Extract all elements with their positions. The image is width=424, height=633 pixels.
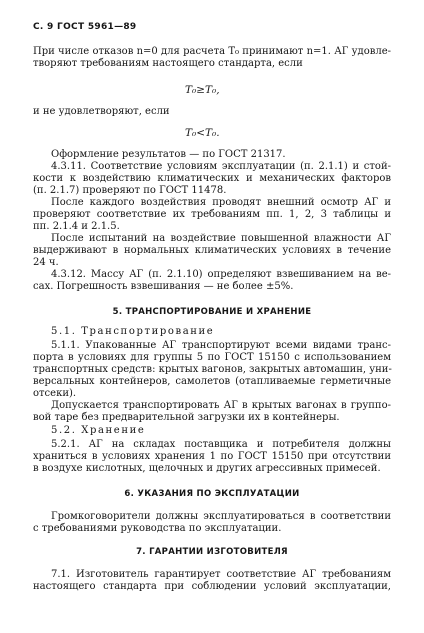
text-line: храниться в условиях хранения 1 по ГОСТ 15150 при отсутствии [33, 451, 391, 462]
text-line: При числе отказов n=0 для расчета T₀ принимают n=1. АГ удовле- [33, 46, 391, 57]
subsection-heading: 5.2. Хранение [51, 425, 146, 436]
formula: T₀≥T₀, [185, 84, 220, 96]
text-line: 4.3.11. Соответствие условиям эксплуатации (п. 2.1.1) и стой- [51, 161, 391, 172]
text-line: 5.2.1. АГ на складах поставщика и потребителя должны [51, 439, 391, 450]
text-line: сах. Погрешность взвешивания — не более ±5%. [33, 281, 294, 292]
text-line: 7.1. Изготовитель гарантирует соответствие АГ требованиям [51, 569, 391, 580]
text-line: После каждого воздействия проводят внешний осмотр АГ и [51, 197, 391, 208]
text-line: версальных контейнеров, самолетов (отапливаемые герметичные [33, 376, 391, 387]
text-line: 5.1.1. Упакованные АГ транспортируют всеми видами транс- [51, 340, 391, 351]
text-line: проверяют соответствие их требованиям пп. 1, 2, 3 таблицы и [33, 209, 391, 220]
text-line: 24 ч. [33, 257, 59, 268]
text-line: с требованиями руководства по эксплуатации. [33, 523, 282, 534]
subsection-heading: 5.1. Транспортирование [51, 326, 215, 337]
section-heading: 7. ГАРАНТИИ ИЗГОТОВИТЕЛЯ [136, 547, 288, 557]
text-line: Громкоговорители должны эксплуатироваться в соответствии [51, 511, 391, 522]
text-line: настоящего стандарта при соблюдении условий эксплуатации, [33, 581, 391, 592]
text-line: творяют требованиям настоящего стандарта, если [33, 58, 303, 69]
text-line: Допускается транспортировать АГ в крытых вагонах в группо- [51, 400, 391, 411]
text-line: отсеки). [33, 388, 77, 399]
text-line: Оформление результатов — по ГОСТ 21317. [51, 149, 286, 160]
text-line: вой таре без предварительной загрузки их в контейнеры. [33, 412, 340, 423]
page-header: С. 9 ГОСТ 5961—89 [33, 22, 137, 32]
text-line: выдерживают в нормальных климатических условиях в течение [33, 245, 391, 256]
text-line: транспортных средств: крытых вагонов, закрытых автомашин, уни- [33, 364, 392, 375]
text-line: 4.3.12. Массу АГ (п. 2.1.10) определяют взвешиванием на ве- [51, 269, 391, 280]
text-line: пп. 2.1.4 и 2.1.5. [33, 221, 120, 232]
text-line: порта в условиях для группы 5 по ГОСТ 15150 с использованием [33, 352, 391, 363]
formula: T₀<T₀. [185, 127, 220, 139]
text-line: (п. 2.1.7) проверяют по ГОСТ 11478. [33, 185, 227, 196]
text-line: и не удовлетворяют, если [33, 106, 170, 117]
section-heading: 5. ТРАНСПОРТИРОВАНИЕ И ХРАНЕНИЕ [112, 307, 312, 317]
text-line: в воздухе кислотных, щелочных и других агрессивных примесей. [33, 463, 381, 474]
text-line: После испытаний на воздействие повышенной влажности АГ [51, 233, 391, 244]
section-heading: 6. УКАЗАНИЯ ПО ЭКСПЛУАТАЦИИ [124, 489, 300, 499]
text-line: кости к воздействию климатических и механических факторов [33, 173, 391, 184]
